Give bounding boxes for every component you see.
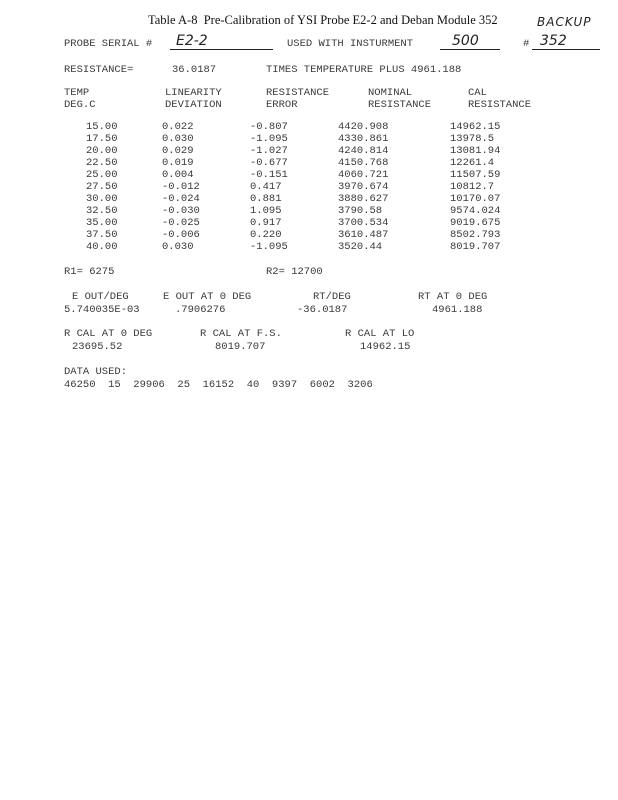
- r2-value: R2= 12700: [266, 266, 323, 278]
- resistance-error-cell: 0.417: [250, 181, 282, 193]
- linearity-deviation-cell: -0.025: [162, 217, 200, 229]
- e-out-deg-label: E OUT/DEG: [72, 291, 129, 303]
- resistance-error-cell: 0.917: [250, 217, 282, 229]
- resistance-error-cell: -0.151: [250, 169, 288, 181]
- handwritten-note: BACKUP: [537, 15, 592, 29]
- r-cal-fs-label: R CAL AT F.S.: [200, 328, 282, 340]
- nominal-resistance-cell: 3610.487: [338, 229, 389, 241]
- temp-cell: 25.00: [86, 169, 118, 181]
- table-row: [86, 181, 540, 193]
- r1-value: R1= 6275: [64, 266, 115, 278]
- r-cal-fs-value: 8019.707: [215, 341, 266, 353]
- rt-deg-label: RT/DEG: [313, 291, 351, 303]
- table-row: [86, 145, 540, 157]
- used-with-label: USED WITH INSTURMENT: [287, 38, 414, 50]
- probe-serial-label: PROBE SERIAL #: [64, 38, 153, 50]
- table-row: [86, 241, 540, 253]
- instrument-number-underline: [532, 49, 600, 50]
- resistance-error-cell: -1.027: [250, 145, 288, 157]
- resistance-error-cell: -0.807: [250, 121, 288, 133]
- cal-resistance-cell: 8502.793: [450, 229, 501, 241]
- data-used-label: DATA USED:: [64, 366, 128, 378]
- instrument-value: 500: [452, 33, 479, 49]
- probe-serial-value: E2-2: [176, 33, 208, 49]
- linearity-deviation-cell: 0.019: [162, 157, 194, 169]
- temp-cell: 40.00: [86, 241, 118, 253]
- col-header-cal: CAL RESISTANCE: [468, 87, 532, 111]
- resistance-formula: TIMES TEMPERATURE PLUS 4961.188: [266, 64, 462, 76]
- cal-resistance-cell: 12261.4: [450, 157, 495, 169]
- linearity-deviation-cell: 0.029: [162, 145, 194, 157]
- nominal-resistance-cell: 4330.861: [338, 133, 389, 145]
- col-header-linearity: LINEARITY DEVIATION: [165, 87, 222, 111]
- r-cal-lo-value: 14962.15: [360, 341, 411, 353]
- rt-at-0-value: 4961.188: [432, 304, 483, 316]
- temp-cell: 30.00: [86, 193, 118, 205]
- nominal-resistance-cell: 4060.721: [338, 169, 389, 181]
- cal-resistance-cell: 14962.15: [450, 121, 501, 133]
- linearity-deviation-cell: 0.030: [162, 133, 194, 145]
- e-out-deg-value: 5.740035E-03: [64, 304, 140, 316]
- cal-resistance-cell: 13978.5: [450, 133, 495, 145]
- instrument-number-value: 352: [540, 33, 567, 49]
- linearity-deviation-cell: 0.022: [162, 121, 194, 133]
- temp-cell: 22.50: [86, 157, 118, 169]
- col-header-nominal: NOMINAL RESISTANCE: [368, 87, 432, 111]
- r-cal-0-value: 23695.52: [72, 341, 123, 353]
- linearity-deviation-cell: -0.006: [162, 229, 200, 241]
- hash-label: #: [523, 38, 530, 50]
- resistance-error-cell: -0.677: [250, 157, 288, 169]
- resistance-error-cell: 0.220: [250, 229, 282, 241]
- nominal-resistance-cell: 4420.908: [338, 121, 389, 133]
- table-row: [86, 193, 540, 205]
- table-row: [86, 133, 540, 145]
- probe-serial-underline: [170, 49, 273, 50]
- r-cal-0-label: R CAL AT 0 DEG: [64, 328, 153, 340]
- linearity-deviation-cell: -0.012: [162, 181, 200, 193]
- nominal-resistance-cell: 3700.534: [338, 217, 389, 229]
- rt-at-0-label: RT AT 0 DEG: [418, 291, 488, 303]
- resistance-error-cell: 1.095: [250, 205, 282, 217]
- col-header-temp: TEMP DEG.C: [64, 87, 96, 111]
- nominal-resistance-cell: 4240.814: [338, 145, 389, 157]
- cal-resistance-cell: 9574.024: [450, 205, 501, 217]
- linearity-deviation-cell: -0.024: [162, 193, 200, 205]
- temp-cell: 15.00: [86, 121, 118, 133]
- cal-resistance-cell: 10812.7: [450, 181, 495, 193]
- resistance-value: 36.0187: [172, 64, 217, 76]
- calibration-table: [86, 121, 540, 253]
- cal-resistance-cell: 11507.59: [450, 169, 501, 181]
- temp-cell: 27.50: [86, 181, 118, 193]
- resistance-label: RESISTANCE=: [64, 64, 134, 76]
- table-row: [86, 169, 540, 181]
- resistance-error-cell: 0.881: [250, 193, 282, 205]
- temp-cell: 32.50: [86, 205, 118, 217]
- table-row: [86, 229, 540, 241]
- table-row: [86, 217, 540, 229]
- linearity-deviation-cell: -0.030: [162, 205, 200, 217]
- col-header-resistance-error: RESISTANCE ERROR: [266, 87, 330, 111]
- resistance-error-cell: -1.095: [250, 241, 288, 253]
- cal-resistance-cell: 9019.675: [450, 217, 501, 229]
- page-title: Table A-8 Pre-Calibration of YSI Probe E2-2 and Deban Module 352: [148, 13, 498, 27]
- temp-cell: 17.50: [86, 133, 118, 145]
- instrument-underline: [440, 49, 500, 50]
- table-row: [86, 121, 540, 133]
- cal-resistance-cell: 13081.94: [450, 145, 501, 157]
- linearity-deviation-cell: 0.030: [162, 241, 194, 253]
- nominal-resistance-cell: 3520.44: [338, 241, 383, 253]
- e-out-at-0-label: E OUT AT 0 DEG: [163, 291, 252, 303]
- e-out-at-0-value: .7906276: [175, 304, 226, 316]
- cal-resistance-cell: 10170.07: [450, 193, 501, 205]
- rt-deg-value: -36.0187: [297, 304, 348, 316]
- linearity-deviation-cell: 0.004: [162, 169, 194, 181]
- table-row: [86, 205, 540, 217]
- nominal-resistance-cell: 4150.768: [338, 157, 389, 169]
- r-cal-lo-label: R CAL AT LO: [345, 328, 415, 340]
- nominal-resistance-cell: 3790.58: [338, 205, 383, 217]
- nominal-resistance-cell: 3880.627: [338, 193, 389, 205]
- temp-cell: 35.00: [86, 217, 118, 229]
- temp-cell: 37.50: [86, 229, 118, 241]
- resistance-error-cell: -1.095: [250, 133, 288, 145]
- cal-resistance-cell: 8019.707: [450, 241, 501, 253]
- table-row: [86, 157, 540, 169]
- data-used-values: 46250 15 29906 25 16152 40 9397 6002 3206: [64, 379, 373, 391]
- nominal-resistance-cell: 3970.674: [338, 181, 389, 193]
- temp-cell: 20.00: [86, 145, 118, 157]
